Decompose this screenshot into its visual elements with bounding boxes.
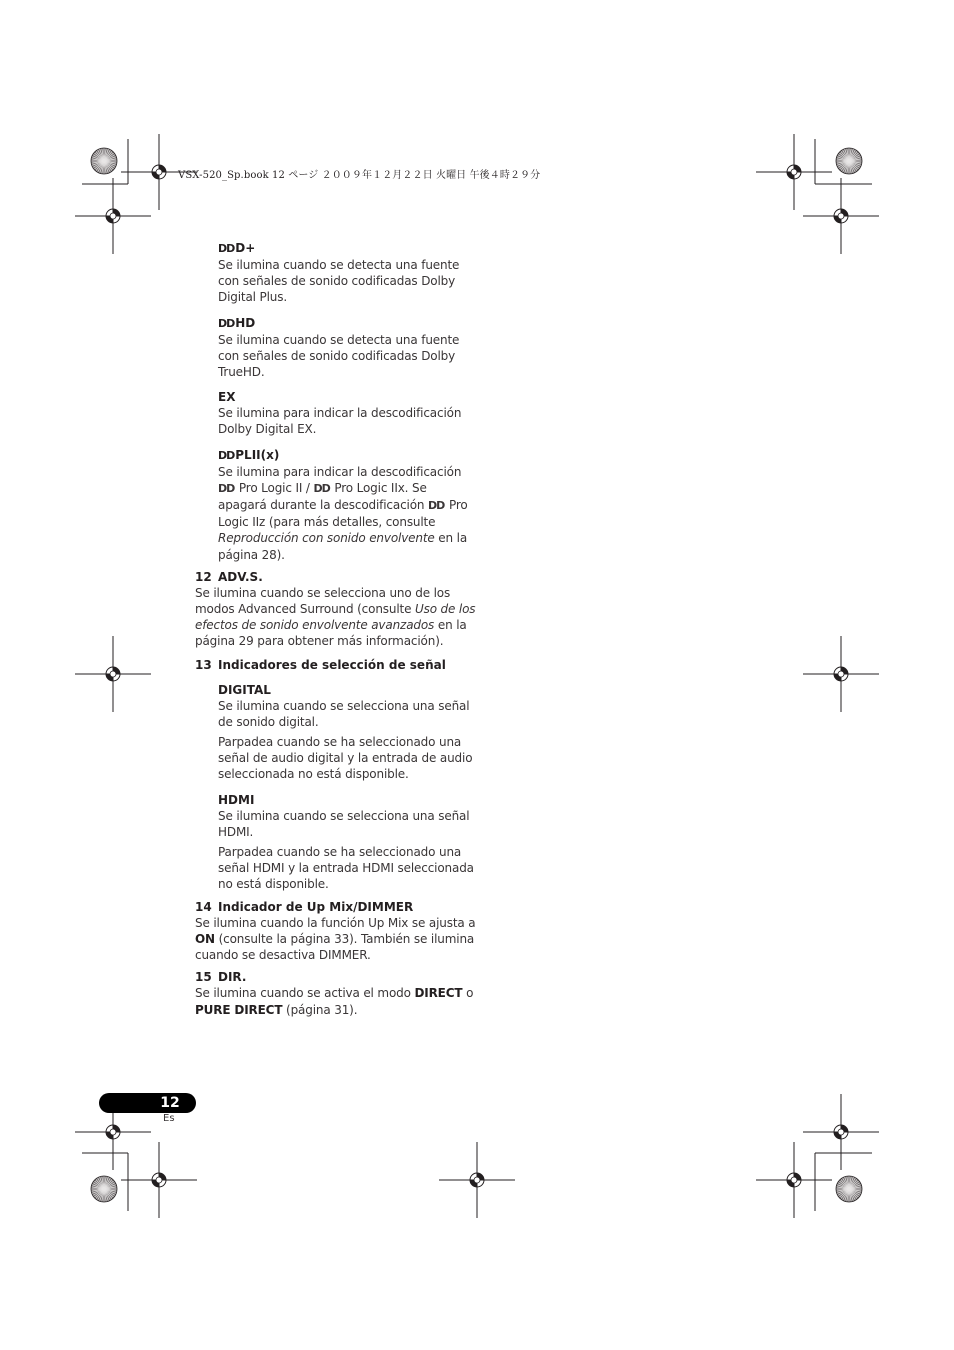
indicator-label: HDMI: [218, 792, 255, 807]
dolby-logo-icon: DD: [218, 242, 235, 255]
dolby-logo-icon: DD: [218, 448, 235, 462]
dolby-logo-icon: DD: [428, 499, 445, 513]
item-heading: 13 Indicadores de selección de señal: [195, 657, 446, 672]
item-15-dir: [195, 969, 477, 1017]
indicator-ex: [218, 389, 477, 437]
item-13-signal-indicators: [195, 657, 477, 893]
dolby-logo-icon: DD: [218, 316, 235, 330]
indicator-label: DIGITAL: [218, 682, 271, 697]
indicator-label: EX: [218, 390, 236, 405]
registration-center: [156, 169, 162, 175]
page-number: 12: [160, 1095, 180, 1111]
indicator-description: Se ilumina cuando se detecta una fuente con señales de sonido codificadas Dolby TrueHD.: [218, 332, 460, 380]
indicator-digital: [218, 682, 477, 783]
cross-reference: Reproducción con sonido envolvente: [218, 531, 435, 546]
item-heading: 12 ADV.S.: [195, 569, 263, 584]
item-14-up-mix-dimmer: [195, 899, 477, 964]
item-heading: 14 Indicador de Up Mix/DIMMER: [195, 899, 414, 914]
cross-reference: Uso de los efectos de sonido envolvente avanzados: [195, 602, 476, 633]
indicator-description: Se ilumina cuando se selecciona una señal de sonido digital.: [218, 698, 470, 729]
registration-center: [110, 1129, 116, 1135]
indicator-descriptions: [195, 240, 477, 1018]
indicator-hdmi: [218, 792, 477, 893]
registration-center: [156, 1177, 162, 1183]
indicator-description: Se ilumina para indicar la descodificación DD Pro Logic II / DD Pro Logic IIx. Se apagará durante la descodificación DD Pro Logic IIz (para más detalles, consulte Reproducción con sonido envolvente en la página 28).: [218, 464, 468, 562]
indicator-label: DDHD: [218, 315, 256, 330]
print-header-line: VSX-520_Sp.book 12 ページ ２００９年１２月２２日 火曜日 午後４時２９分: [178, 170, 541, 181]
item-heading: 15 DIR.: [195, 970, 247, 985]
indicator-description: Se ilumina cuando se selecciona una señal HDMI.: [218, 808, 470, 839]
indicator-dolby-truehd: [218, 315, 477, 381]
indicator-label: DDD+: [218, 241, 256, 255]
registration-center: [791, 1177, 797, 1183]
registration-center: [791, 169, 797, 175]
registration-center: [838, 1129, 844, 1135]
registration-center: [110, 671, 116, 677]
indicator-pro-logic: [218, 447, 477, 563]
indicator-description: Parpadea cuando se ha seleccionado una señal de audio digital y la entrada de audio seleccionada no está disponible.: [218, 735, 473, 782]
item-12-adv-s: [195, 569, 477, 650]
indicator-label: DDPLII(x): [218, 447, 280, 462]
language-code: Es: [163, 1113, 175, 1124]
indicator-description: Se ilumina cuando se detecta una fuente con señales de sonido codificadas Dolby Digital Plus.: [218, 258, 460, 305]
indicator-description: Parpadea cuando se ha seleccionado una señal HDMI y la entrada HDMI seleccionada no está disponible.: [218, 845, 474, 892]
item-description: Se ilumina cuando la función Up Mix se ajusta a ON (consulte la página 33). También se ilumina cuando se desactiva DIMMER.: [195, 915, 476, 963]
indicator-dolby-digital-plus: [218, 240, 477, 306]
registration-center: [838, 213, 844, 219]
item-description: Se ilumina cuando se activa el modo DIRECT o PURE DIRECT (página 31).: [195, 986, 474, 1017]
dolby-logo-icon: DD: [313, 481, 330, 495]
registration-center: [838, 671, 844, 677]
indicator-description: Se ilumina para indicar la descodificación Dolby Digital EX.: [218, 406, 462, 437]
registration-center: [110, 213, 116, 219]
dolby-logo-icon: DD: [218, 481, 235, 495]
registration-center: [474, 1177, 480, 1183]
item-description: Se ilumina cuando se selecciona uno de los modos Advanced Surround (consulte Uso de los efectos de sonido envolvente avanzados en la página 29 para obtener más información).: [195, 585, 476, 649]
